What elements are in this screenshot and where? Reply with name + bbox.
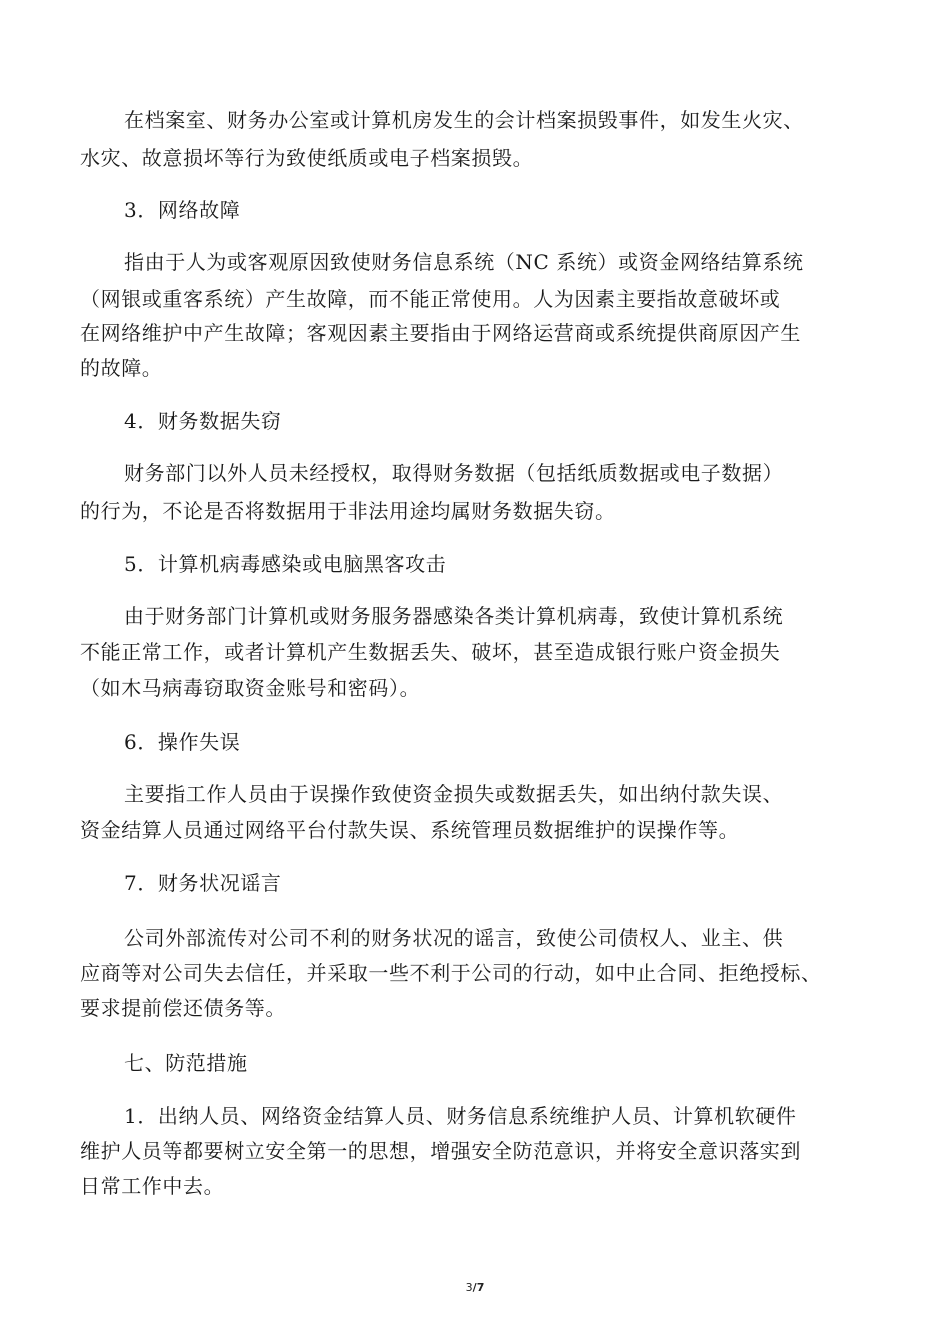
paragraph-line: 在网络维护中产生故障；客观因素主要指由于网络运营商或系统提供商原因产生 bbox=[80, 321, 801, 345]
page-number bbox=[0, 1281, 950, 1294]
paragraph-line: 由于财务部门计算机或财务服务器感染各类计算机病毒，致使计算机系统 bbox=[124, 604, 784, 628]
paragraph-line: 应商等对公司失去信任，并采取一些不利于公司的行动，如中止合同、拒绝授标、 bbox=[80, 961, 822, 985]
paragraph-line: 在档案室、财务办公室或计算机房发生的会计档案损毁事件，如发生火灾、 bbox=[124, 108, 804, 132]
section-heading: 6．操作失误 bbox=[124, 730, 241, 754]
total-pages: 7 bbox=[476, 1281, 485, 1294]
paragraph-line: 要求提前偿还债务等。 bbox=[80, 996, 286, 1020]
paragraph-line: 的故障。 bbox=[80, 356, 163, 380]
section-heading: 7．财务状况谣言 bbox=[124, 871, 282, 895]
paragraph-line: 资金结算人员通过网络平台付款失误、系统管理员数据维护的误操作等。 bbox=[80, 818, 740, 842]
paragraph-line: 维护人员等都要树立安全第一的思想，增强安全防范意识，并将安全意识落实到 bbox=[80, 1139, 801, 1163]
paragraph-line: 财务部门以外人员未经授权，取得财务数据（包括纸质数据或电子数据） bbox=[124, 461, 784, 485]
paragraph-line: （网银或重客系统）产生故障，而不能正常使用。人为因素主要指故意破坏或 bbox=[80, 287, 781, 311]
paragraph-line: 指由于人为或客观原因致使财务信息系统（NC 系统）或资金网络结算系统 bbox=[124, 250, 804, 274]
paragraph-line: 公司外部流传对公司不利的财务状况的谣言，致使公司债权人、业主、供 bbox=[124, 926, 784, 950]
paragraph-line: 主要指工作人员由于误操作致使资金损失或数据丢失，如出纳付款失误、 bbox=[124, 782, 784, 806]
paragraph-line: （如木马病毒窃取资金账号和密码）。 bbox=[80, 676, 421, 700]
section-heading: 5．计算机病毒感染或电脑黑客攻击 bbox=[124, 552, 447, 576]
paragraph-line: 水灾、故意损坏等行为致使纸质或电子档案损毁。 bbox=[80, 146, 534, 170]
paragraph-line: 的行为，不论是否将数据用于非法用途均属财务数据失窃。 bbox=[80, 499, 616, 523]
section-heading: 3．网络故障 bbox=[124, 198, 241, 222]
section-heading: 七、防范措施 bbox=[124, 1051, 248, 1075]
paragraph-line: 不能正常工作，或者计算机产生数据丢失、破坏，甚至造成银行账户资金损失 bbox=[80, 640, 781, 664]
paragraph-line: 日常工作中去。 bbox=[80, 1174, 225, 1198]
current-page-number: 3 bbox=[465, 1281, 473, 1294]
page-separator: / bbox=[472, 1281, 477, 1294]
section-heading: 4．财务数据失窃 bbox=[124, 409, 282, 433]
paragraph-line: 1．出纳人员、网络资金结算人员、财务信息系统维护人员、计算机软硬件 bbox=[124, 1104, 797, 1128]
